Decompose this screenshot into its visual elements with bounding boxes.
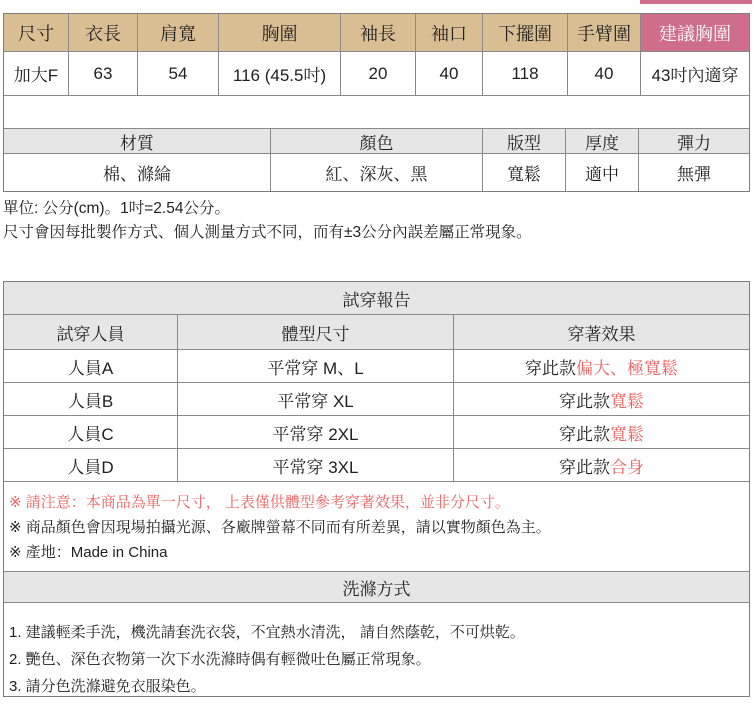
- size-value-cell: 40: [568, 52, 641, 96]
- tester-size: 平常穿 XL: [178, 383, 454, 416]
- tester-effect: [454, 449, 749, 482]
- fit-row: [4, 416, 749, 449]
- size-value-cell: 116 (45.5吋): [219, 52, 341, 96]
- tester-size: 平常穿 M、L: [178, 350, 454, 383]
- size-value-cell: 40: [416, 52, 483, 96]
- spec-col-header: 厚度: [566, 128, 639, 154]
- effect-prefix: 穿此款: [525, 358, 576, 378]
- effect-highlight: 寬鬆: [610, 424, 644, 444]
- size-value-cell: 20: [341, 52, 416, 96]
- spec-col-header: 版型: [483, 128, 566, 154]
- effect-prefix: 穿此款: [559, 457, 610, 477]
- tester-effect: [454, 416, 749, 449]
- size-col-header: 袖長: [341, 14, 416, 52]
- single-size-warning: ※ 請注意：本商品為單一尺寸， 上表僅供體型參考穿著效果，並非分尺寸。: [9, 494, 510, 511]
- effect-prefix: 穿此款: [559, 391, 610, 411]
- tester-name: 人員D: [4, 449, 178, 482]
- wash-instruction-item: 2. 艷色、深色衣物第一次下水洗滌時偶有輕微吐色屬正常現象。: [9, 651, 431, 668]
- suggested-bust-header: 建議胸圍: [641, 14, 749, 52]
- unit-note-line: 單位: 公分(cm)。1吋=2.54公分。: [3, 200, 230, 217]
- empty-spacer-row: [4, 96, 749, 128]
- fit-col-header: 試穿人員: [4, 315, 178, 350]
- size-col-header: 衣長: [69, 14, 138, 52]
- fit-row: [4, 449, 749, 482]
- spec-col-header: 顏色: [271, 128, 483, 154]
- fit-report-title-row: [4, 282, 749, 315]
- spec-header-row: [4, 128, 749, 154]
- tolerance-note-line: 尺寸會因每批製作方式、個人測量方式不同，而有±3公分內誤差屬正常現象。: [3, 224, 532, 241]
- spec-value-row: [4, 154, 749, 191]
- spec-col-header: 材質: [4, 128, 271, 154]
- size-col-header: 下擺圍: [483, 14, 568, 52]
- cropped-pink-bar: [640, 0, 752, 4]
- size-col-header: 尺寸: [4, 14, 69, 52]
- tester-size: 平常穿 3XL: [178, 449, 454, 482]
- spec-col-header: 彈力: [639, 128, 749, 154]
- size-header-row: [4, 14, 749, 52]
- product-notes: [4, 482, 749, 572]
- spec-value-cell: 棉、滌綸: [4, 154, 271, 191]
- tester-size: 平常穿 2XL: [178, 416, 454, 449]
- size-col-header: 肩寬: [138, 14, 219, 52]
- size-col-header: 胸圍: [219, 14, 341, 52]
- wash-section-title: 洗滌方式: [4, 572, 749, 603]
- size-col-header: 袖口: [416, 14, 483, 52]
- effect-prefix: 穿此款: [559, 424, 610, 444]
- tester-name: 人員A: [4, 350, 178, 383]
- spec-value-cell: 紅、深灰、黑: [271, 154, 483, 191]
- size-value-row: [4, 52, 749, 96]
- unit-notes: [3, 197, 751, 245]
- fit-report-header-row: [4, 315, 749, 350]
- fit-report-table: [3, 281, 750, 697]
- color-difference-note: ※ 商品顏色會因現場拍攝光源、各廠牌螢幕不同而有所差異，請以實物顏色為主。: [9, 519, 551, 536]
- fit-row: [4, 383, 749, 416]
- spec-value-cell: 適中: [566, 154, 639, 191]
- size-value-cell: 43吋內適穿: [641, 52, 749, 96]
- size-value-cell: 63: [69, 52, 138, 96]
- tester-effect: [454, 383, 749, 416]
- size-value-cell: 加大F: [4, 52, 69, 96]
- fit-col-header: 穿著效果: [454, 315, 749, 350]
- fit-row: [4, 350, 749, 383]
- effect-highlight: 合身: [610, 457, 644, 477]
- spec-value-cell: 寬鬆: [483, 154, 566, 191]
- size-value-cell: 118: [483, 52, 568, 96]
- tester-name: 人員C: [4, 416, 178, 449]
- fit-col-header: 體型尺寸: [178, 315, 454, 350]
- size-value-cell: 54: [138, 52, 219, 96]
- size-spec-table: [3, 13, 750, 192]
- effect-highlight: 偏大、極寬鬆: [576, 358, 678, 378]
- wash-instruction-item: 1. 建議輕柔手洗，機洗請套洗衣袋，不宜熱水清洗， 請自然蔭乾，不可烘乾。: [9, 624, 525, 641]
- tester-name: 人員B: [4, 383, 178, 416]
- spec-value-cell: 無彈: [677, 165, 711, 184]
- effect-highlight: 寬鬆: [610, 391, 644, 411]
- origin-note: ※ 產地：Made in China: [9, 544, 168, 561]
- tester-effect: [454, 350, 749, 383]
- size-col-header: 手臂圍: [568, 14, 641, 52]
- fit-report-title: 試穿報告: [4, 282, 749, 315]
- wash-instructions: [4, 603, 749, 706]
- wash-instruction-item: 3. 請分色洗滌避免衣服染色。: [9, 678, 206, 695]
